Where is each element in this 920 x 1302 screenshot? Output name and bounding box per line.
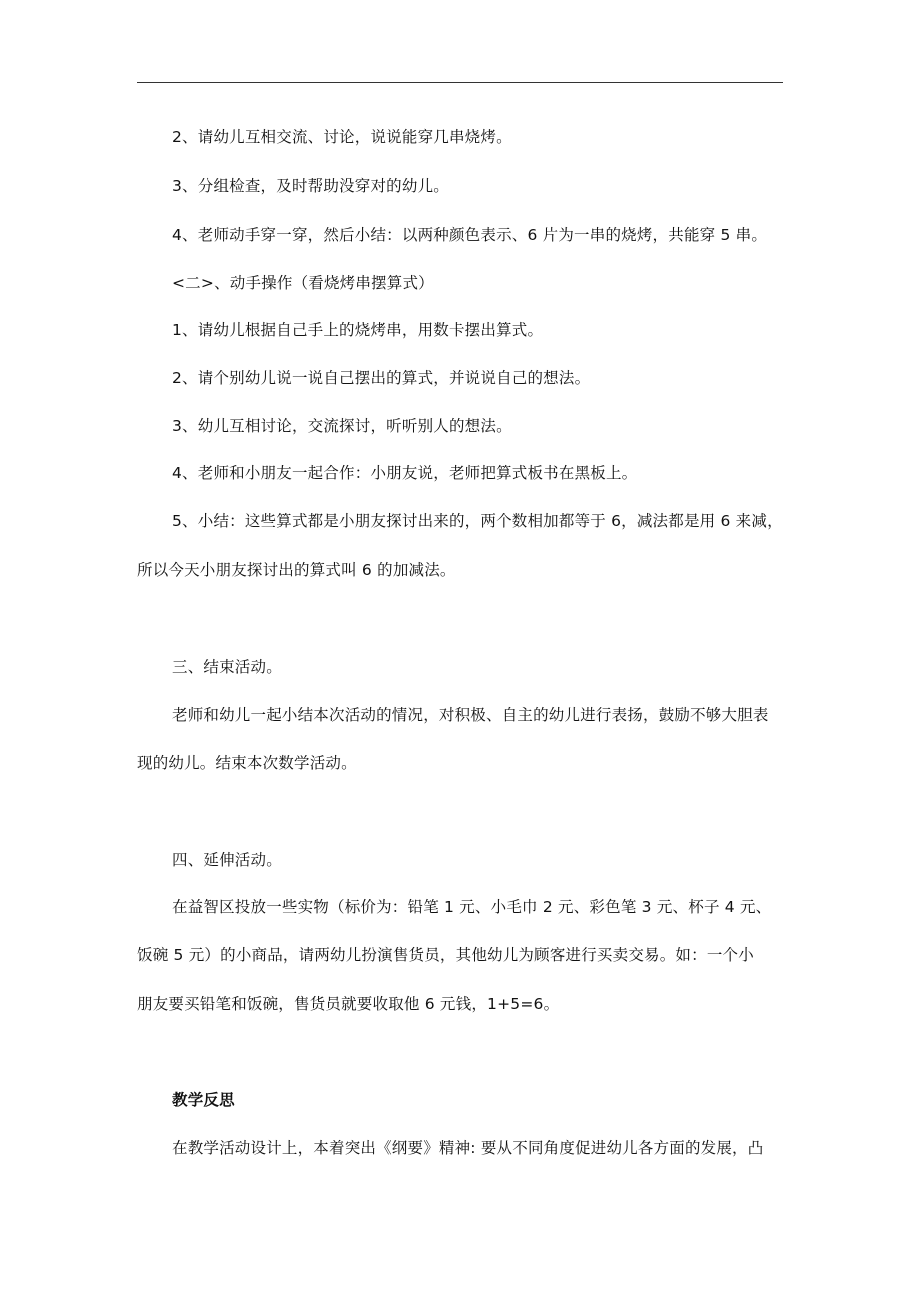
- paragraph-line: 2、请幼儿互相交流、讨论，说说能穿几串烧烤。: [172, 128, 512, 146]
- paragraph-line: 在教学活动设计上，本着突出《纲要》精神: 要从不同角度促进幼儿各方面的发展，凸: [172, 1139, 764, 1157]
- paragraph-line: 2、请个别幼儿说一说自己摆出的算式，并说说自己的想法。: [172, 369, 591, 387]
- section-heading-bold: 教学反思: [172, 1091, 235, 1109]
- section-heading: <二>、动手操作（看烧烤串摆算式）: [172, 274, 434, 292]
- paragraph-line: 饭碗 5 元）的小商品，请两幼儿扮演售货员，其他幼儿为顾客进行买卖交易。如：一个小: [137, 946, 754, 964]
- paragraph-line: 老师和幼儿一起小结本次活动的情况，对积极、自主的幼儿进行表扬，鼓励不够大胆表: [172, 706, 769, 724]
- paragraph-line: 所以今天小朋友探讨出的算式叫 6 的加减法。: [137, 561, 456, 579]
- paragraph-line: 现的幼儿。结束本次数学活动。: [137, 754, 357, 772]
- paragraph-line: 朋友要买铅笔和饭碗，售货员就要收取他 6 元钱，1+5=6。: [137, 995, 560, 1013]
- paragraph-line: 3、幼儿互相讨论，交流探讨，听听别人的想法。: [172, 417, 512, 435]
- paragraph-line: 5、小结：这些算式都是小朋友探讨出来的，两个数相加都等于 6，减法都是用 6 来减，: [172, 512, 783, 530]
- paragraph-line: 4、老师动手穿一穿，然后小结：以两种颜色表示、6 片为一串的烧烤，共能穿 5 串。: [172, 226, 768, 244]
- paragraph-line: 3、分组检查，及时帮助没穿对的幼儿。: [172, 177, 449, 195]
- paragraph-line: 4、老师和小朋友一起合作：小朋友说，老师把算式板书在黑板上。: [172, 464, 638, 482]
- paragraph-line: 1、请幼儿根据自己手上的烧烤串，用数卡摆出算式。: [172, 321, 544, 339]
- section-heading: 三、结束活动。: [172, 658, 282, 676]
- paragraph-line: 在益智区投放一些实物（标价为：铅笔 1 元、小毛巾 2 元、彩色笔 3 元、杯子 4 元、: [172, 898, 772, 916]
- section-heading: 四、延伸活动。: [172, 851, 282, 869]
- header-rule: [137, 82, 783, 83]
